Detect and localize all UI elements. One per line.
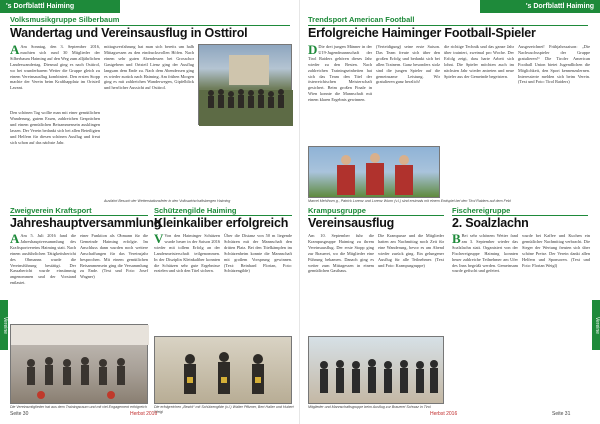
right-header-strip: 's Dorfblattl Haiming bbox=[480, 0, 600, 13]
right-article1-col1: D Die drei jungen Männer in der U19-Jugendmannschaft der Tirol Raiders gehören dieses Jahr wieder zu den Besten. Nach zahlreichen Trainingseinheiten hat sich das Team den Titel der österreichischen Meisterschaft gesichert. Beim großen Finale in Wien konnte die Mannschaft mit einem klaren Ergebnis gewinnen. bbox=[308, 42, 372, 103]
left-article2-col2: einer Funktion als Obmann für die Gemeinde Haiming erfolgte. Im Anschluss dann wurden noch weitere Anschaffungen für das Vereinsjahr besprochen. Mit einem gemütlichen Beisammensein ging die Versammlung zu Ende. (Text und Foto: Josef Wagner) bbox=[80, 233, 148, 280]
right-article1-col4: Ausgezeichnet! Frühjahrssaison: „Die Nachwuchsspieler der Gruppe gratulieren!“ Die Tiroler American Football Union bietet Jugendlichen die Möglichkeit, den Sport kennenzulernen. Interessierte melden sich beim Verein. (Text und Foto: Tirol Raiders) bbox=[518, 44, 590, 85]
left-article3-col2: Über die Distanz von 50 m liegende Schützen mit der Mannschaft den dritten Platz. Bei den Titelkämpfen im Schützenheim konnte die Mannschaft mit großem Vorsprung gewinnen. (Text: Reinhard Florian, Foto: Schützengilde) bbox=[224, 233, 292, 274]
left-article3-photo bbox=[154, 336, 292, 404]
left-article2-photo bbox=[10, 324, 148, 404]
right-article3-col2: wurde bei Kaffee und Kuchen ein gemütlicher Nachmittag verbracht. Die Sieger der Wertung freuten sich über schöne Preise. Der Verein dankt allen Helfern und Sponsoren. (Text und Foto: Florian Weigl) bbox=[522, 233, 590, 268]
right-article2-col2: Die Krampusse und die Mitglieder hatten am Nachmittag noch Zeit für eine Wanderung, bevor es am Abend wieder zurück ging. Ein gelungener Ausflug für alle Teilnehmer. (Text und Foto: Krampusgruppe) bbox=[378, 233, 444, 268]
right-article1-photo bbox=[308, 146, 440, 198]
left-article2-col1: A Am 5. Juli 2016 fand die Jahreshauptversammlung des Kraftsportvereins Haiming statt. Nach einem ausführlichen Tätigkeitsbericht des Obmanns wurde die Vereinsführung bestätigt. Der Kassabericht wurde einstimmig angenommen und der Vorstand entlastet. bbox=[10, 231, 76, 286]
krampus-group-illustration bbox=[309, 337, 445, 405]
left-article1-caption: Ausfahrt Besuch der Wetterstationsfeier in den Volkswirtschaftsbergen Haiming bbox=[104, 199, 231, 203]
shooters-photo-illustration bbox=[155, 337, 293, 405]
left-article3-caption: Die erfolgreichen „Bezirk“ mit Schützengilde (v.l.) Walter Pfitzner, Bert Haller und Hubert Weigl bbox=[154, 405, 294, 414]
right-article1-section: Trendsport American Football bbox=[308, 15, 415, 24]
right-article1-col3: die richtige Technik und das ganze Jahr über trainiert, zweimal pro Woche. Der Erfolg zeigt, dass harte Arbeit sich lohnt. Die Spieler möchten auch im nächsten Jahr wieder antreten und neue Spieler aus der Gemeinde begeistern. bbox=[444, 44, 514, 79]
right-page bbox=[300, 0, 600, 424]
left-article2-section: Zweigverein Kraftsport bbox=[10, 206, 92, 215]
left-article1-section: Volksmusikgruppe Silberbaum bbox=[10, 15, 120, 24]
left-article3-section: Schützengilde Haiming bbox=[154, 206, 237, 215]
left-article1-headline: Wandertag und Vereinsausflug in Osttirol bbox=[10, 26, 248, 40]
left-article3-headline: Kleinkaliber erfolgreich bbox=[154, 216, 289, 230]
right-article1-caption: Marcel Mehlhorn g., Patrick Lorenz und Lorenz Wurm (v.l.) sind erstmals mit einem Endspiel bei den Tirol Raiders auf dem Feld bbox=[308, 199, 511, 203]
left-article1-col3: mittagsverfahrung hat man sich bereits um halb Mittagsessen zu den eindrucksvollen Höfen. Nach einem sehr guten Abendessen bei Grosschor Gastgebern und Ortsteil Lienz ging der Ausflug langsam dem Ende zu. Nach dem Abendessen ging es wieder zurück nach Haiming. Am frühen Morgen ging es mit zahlreichen Wanderwegen, Gipfelblick und herrlicher Aussicht auf Osttirol. bbox=[104, 44, 194, 91]
right-article2-headline: Vereinsausflug bbox=[308, 216, 395, 230]
group-photo-illustration bbox=[199, 45, 293, 126]
left-footer-issue: Herbst 2016 bbox=[130, 411, 158, 417]
left-article1-col2: Den schönen Tag wollte man mit einer gemütlichen Wanderung, gutem Essen, zahlreichen Gesprächen und einem gemütlichen Beisammensein ausklingen lassen. Der Verein bedankt sich bei allen Beteiligten und Helfern für diesen schönen Ausflug und freut sich schon auf das nächste Jahr. bbox=[10, 110, 100, 145]
right-article3-headline: 2. Soalzlachn bbox=[452, 216, 529, 230]
left-side-tab: Vereine bbox=[0, 300, 8, 350]
gym-photo-illustration bbox=[11, 325, 149, 405]
left-article3-col1: V Von den Haiminger Schützen wurde heuer in der Saison 2016 wieder mit tollem Erfolg an der Landesmeisterschaft teilgenommen. In der Disziplin Kleinkaliber konnten die Schützen sehr gute Ergebnisse erzielen und sich den Titel sichern. bbox=[154, 231, 220, 274]
right-article3-section: Fischereigruppe bbox=[452, 206, 511, 215]
left-footer-page-number: Seite 30 bbox=[10, 411, 29, 417]
football-players-illustration bbox=[309, 147, 441, 199]
right-side-tab: Vereine bbox=[592, 300, 600, 350]
right-article2-col1: Am 10. September fuhr die Krampusgruppe Haiming zu ihrem Vereinsausflug. Der erste Stopp ging zur Brauerei, wo die Mitglieder eine Führung bekamen. Danach ging es weiter zum Mittagessen in einem gemütlichen Gasthaus. bbox=[308, 233, 374, 274]
left-article1-col1: A Am Sonntag, den 3. September 2016, machten sich rund 30 Mitglieder der Silberbaum Haiming auf den Weg zum alljährlichen Landeswandertag. Diesmal ging es nach Osttirol, wo bei wunderbarem Wetter die Gruppe gleich zu einem Vereinsausflug kombiniert. Den ersten Stopp machte der Verein beim Krafthapplatz im Ortsteil Lavant. bbox=[10, 42, 100, 91]
right-article3-col1: B Bei sehr schönem Wetter fand am 3. September wieder das Soalzlachn statt. Organisiert von der Fischereigruppe Haiming konnten heuer zahlreiche Teilnehmer am Ufer des Inns begrüßt werden. Gemeinsam wurde gefischt und gefeiert. bbox=[452, 231, 518, 274]
left-header-strip: 's Dorfblattl Haiming bbox=[0, 0, 120, 13]
right-footer-issue: Herbst 2016 bbox=[430, 411, 458, 417]
left-article2-headline: Jahreshauptversammlung bbox=[10, 216, 162, 230]
right-article2-caption: Mitglieder und Mannschaftsgruppe beim Ausflug zur Brauerei Schwaz in Tirol bbox=[308, 405, 431, 409]
left-article2-caption: Die Vereinsmitglieder hat aus dem Trainingsraum und mit viel Engagement erfolgreich bbox=[10, 405, 147, 409]
right-article1-headline: Erfolgreiche Haiminger Football-Spieler bbox=[308, 26, 536, 40]
left-article1-col3-cont bbox=[198, 128, 292, 198]
right-footer-page-number: Seite 31 bbox=[552, 411, 571, 417]
right-article2-section: Krampusgruppe bbox=[308, 206, 366, 215]
right-article2-photo bbox=[308, 336, 444, 404]
right-article1-col2: (Verteidigung) seine erste Saison. Das Team freute sich über den großen Erfolg und bedankt sich bei allen Trainern. Ganz besonders stolz sind die jungen Spieler auf die gemeinsame Leistung. Wir gratulieren ganz herzlich! bbox=[376, 44, 440, 85]
left-article1-photo bbox=[198, 44, 292, 125]
